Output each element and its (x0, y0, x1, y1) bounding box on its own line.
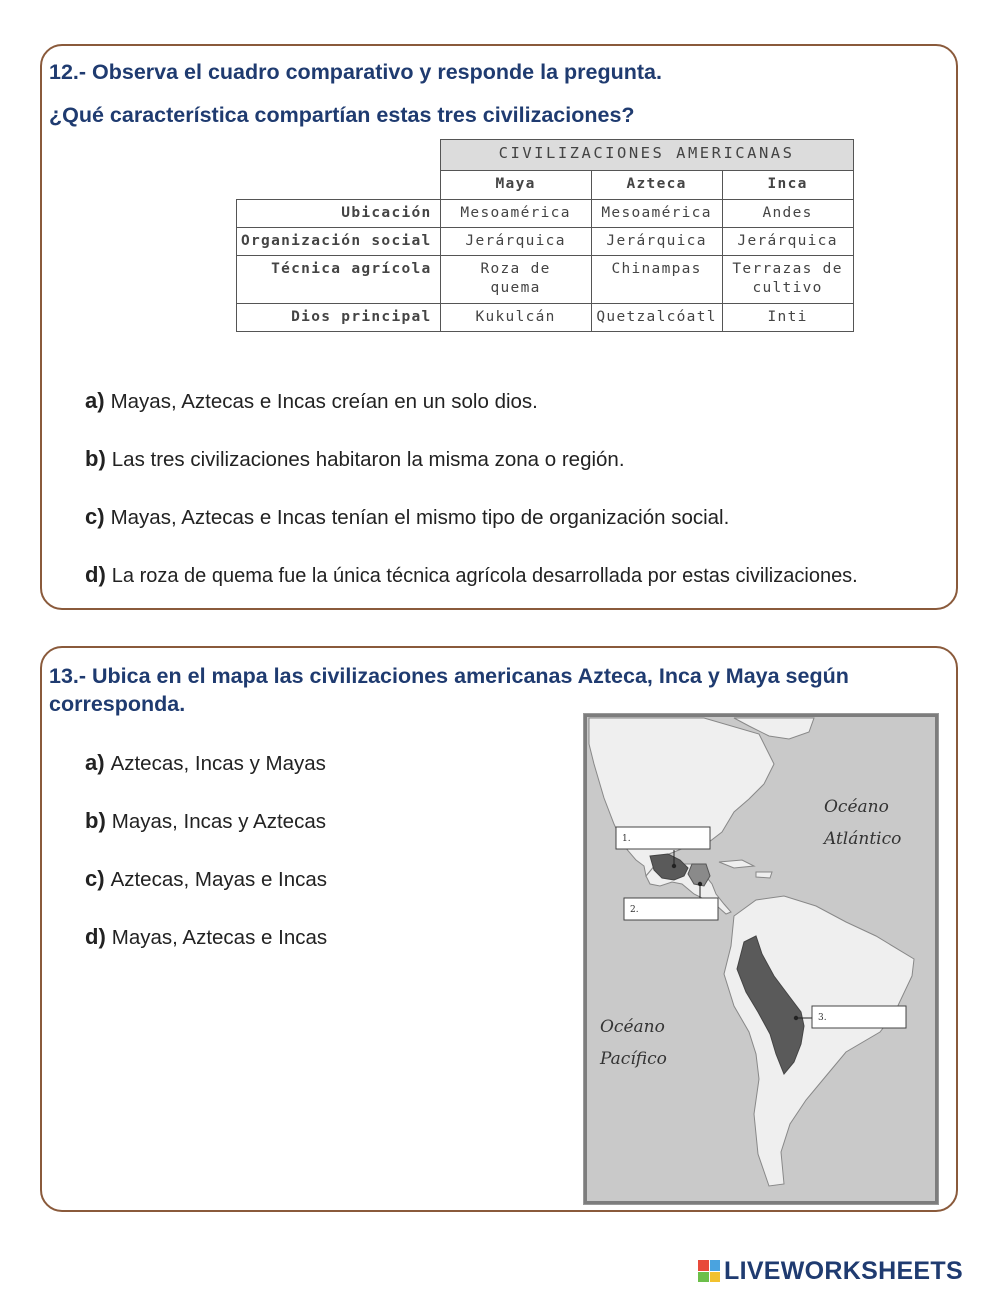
table-cell: Terrazas de cultivo (722, 256, 853, 304)
atlantic-label-2: Atlántico (824, 829, 902, 849)
table-cell: Mesoamérica (440, 200, 591, 228)
option-letter: d) (85, 562, 106, 587)
table-cell: Jerárquica (722, 228, 853, 256)
table-cell: Jerárquica (591, 228, 722, 256)
label-box-2-text: 2. (630, 905, 639, 915)
caribbean-island (756, 872, 772, 878)
table-cell: Jerárquica (440, 228, 591, 256)
atlantic-label-1: Océano (824, 797, 889, 817)
row-label: Ubicación (237, 200, 441, 228)
row-label: Organización social (237, 228, 441, 256)
table-col-azteca: Azteca (591, 171, 722, 200)
brand-icon (698, 1260, 720, 1282)
label-box-1-text: 1. (622, 834, 631, 844)
option-b[interactable] (85, 808, 326, 834)
option-text: Mayas, Incas y Aztecas (111, 810, 326, 833)
americas-map (583, 713, 939, 1205)
marker-dot (672, 864, 676, 868)
row-label: Dios principal (237, 304, 441, 332)
table-cell: Roza de quema (440, 256, 591, 304)
marker-dot (794, 1016, 798, 1020)
pacific-label-1: Océano (600, 1017, 665, 1037)
table-cell: Quetzalcóatl (591, 304, 722, 332)
question-12-prompt: ¿Qué característica compartían estas tres civilizaciones? (49, 103, 635, 127)
option-letter: c) (85, 504, 105, 529)
option-letter: a) (85, 388, 105, 413)
pacific-label-2: Pacífico (600, 1049, 667, 1069)
option-a[interactable] (85, 750, 326, 776)
option-b[interactable] (85, 446, 625, 472)
option-d[interactable] (85, 562, 858, 588)
question-12-title: 12.- Observa el cuadro comparativo y responde la pregunta. (49, 60, 662, 84)
option-letter: b) (85, 808, 106, 833)
map-graphic (584, 714, 938, 1204)
label-box-3-text: 3. (818, 1013, 827, 1023)
option-text: Aztecas, Incas y Mayas (110, 752, 326, 775)
option-text: Aztecas, Mayas e Incas (110, 868, 328, 891)
option-letter: d) (85, 924, 106, 949)
option-text: Mayas, Aztecas e Incas (111, 926, 328, 949)
table-col-inca: Inca (722, 171, 853, 200)
option-d[interactable] (85, 924, 327, 950)
option-c[interactable] (85, 504, 729, 530)
table-title: CIVILIZACIONES AMERICANAS (440, 140, 853, 171)
table-col-maya: Maya (440, 171, 591, 200)
option-text: Las tres civilizaciones habitaron la misma zona o región. (111, 448, 625, 471)
option-a[interactable] (85, 388, 538, 414)
question-13-title: 13.- Ubica en el mapa las civilizaciones americanas Azteca, Inca y Maya según (49, 664, 849, 688)
brand-text: LIVEWORKSHEETS (724, 1256, 963, 1285)
table-row (237, 200, 854, 228)
option-letter: c) (85, 866, 105, 891)
table-cell: Mesoamérica (591, 200, 722, 228)
table-row (237, 304, 854, 332)
table-row (237, 256, 854, 304)
question-12-card (40, 44, 958, 610)
option-letter: a) (85, 750, 105, 775)
civilizations-table (236, 139, 854, 332)
table-cell: Chinampas (591, 256, 722, 304)
row-label: Técnica agrícola (237, 256, 441, 304)
table-cell: Kukulcán (440, 304, 591, 332)
table-row (237, 228, 854, 256)
option-text: Mayas, Aztecas e Incas tenían el mismo tipo de organización social. (110, 506, 730, 529)
liveworksheets-logo (698, 1256, 963, 1286)
option-text: Mayas, Aztecas e Incas creían en un solo dios. (110, 390, 538, 413)
question-13-card (40, 646, 958, 1212)
marker-dot (698, 882, 702, 886)
option-c[interactable] (85, 866, 327, 892)
question-13-title-cont: corresponda. (49, 692, 186, 716)
table-cell: Inti (722, 304, 853, 332)
option-letter: b) (85, 446, 106, 471)
table-cell: Andes (722, 200, 853, 228)
option-text: La roza de quema fue la única técnica agrícola desarrollada por estas civilizaciones. (111, 565, 858, 587)
